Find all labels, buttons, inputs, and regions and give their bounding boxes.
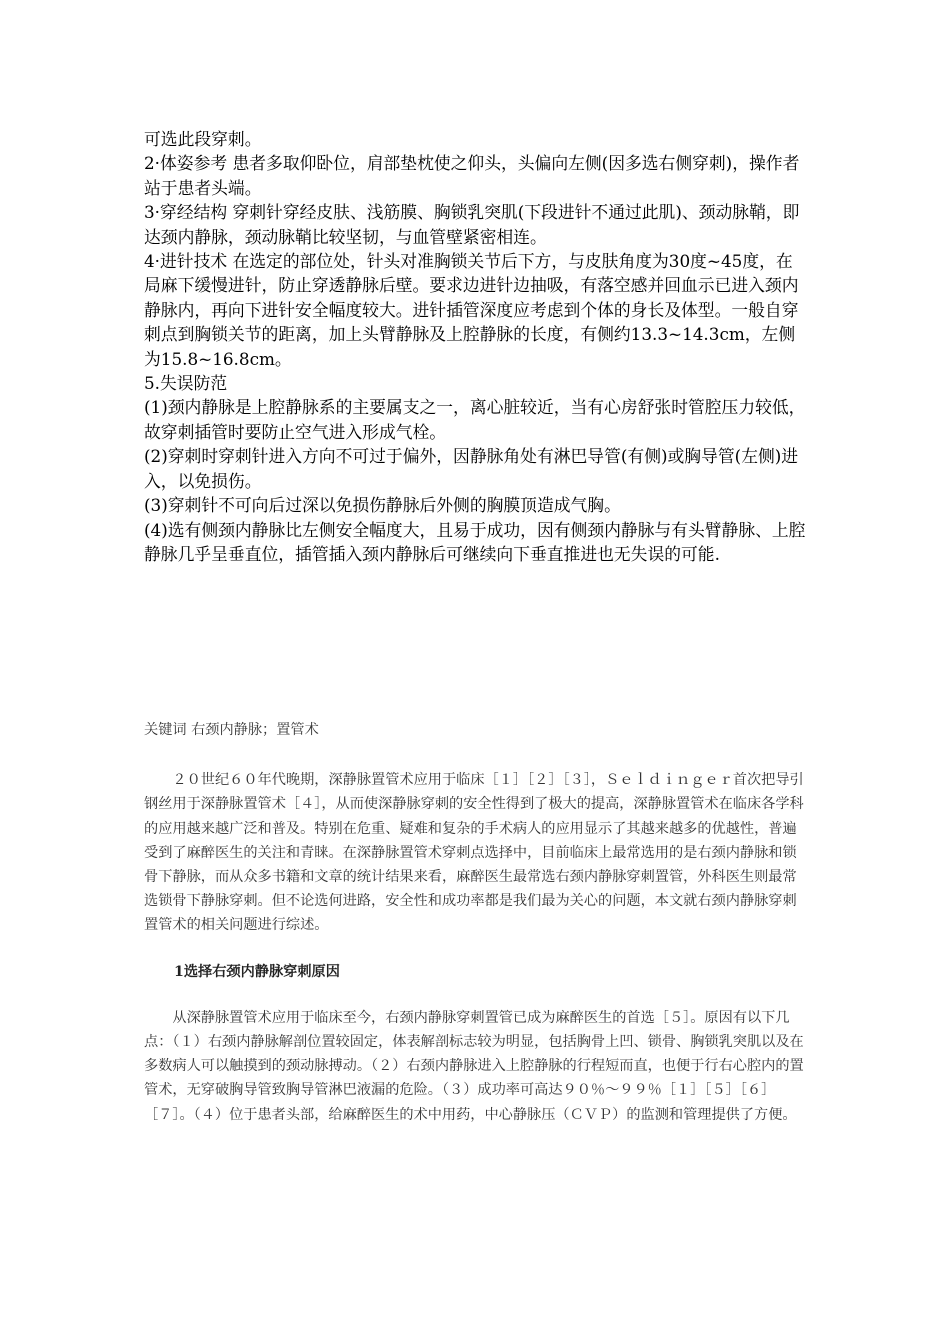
paragraph-error-4: (4)选有侧颈内静脉比左侧安全幅度大，且易于成功，因有侧颈内静脉与有头臂静脉、上腔静脉几乎呈垂直位，插管插入颈内静脉后可继续向下垂直推进也无失误的可能. [144,519,806,564]
paragraph-body-position: 2·体姿参考 患者多取仰卧位，肩部垫枕使之仰头，头偏向左侧(因多选右侧穿刺)，操作者站于患者头端。 [144,153,800,198]
paragraph-error-prevention-title: 5.失误防范 [144,373,228,394]
paragraph-needle-technique: 4·进针技术 在选定的部位处，针头对准胸锁关节后下方，与皮肤角度为30度~45度，在局麻下缓慢进针，防止穿透静脉后壁。要求边进针边抽吸，有落空感并回血示已进入颈内静脉内，再向下进针安全幅度较大。进针插管深度应考虑到个体的身长及体型。一般自穿刺点到胸锁关节的距离，加上头臂静脉及上腔静脉的长度，有侧约13.3~14.3cm，左侧为15.8~16.8cm。 [144,251,799,369]
paragraph-error-2: (2)穿刺时穿刺针进入方向不可过于偏外，因静脉角处有淋巴导管(有侧)或胸导管(左侧)进入，以免损伤。 [144,446,799,491]
procedure-section [144,127,808,566]
review-section [144,718,808,1127]
paragraph-continuation: 可选此段穿刺。 [144,129,262,149]
section-heading: 1选择右颈内静脉穿刺原因 [174,963,340,980]
keywords-line: 关键词 右颈内静脉；置管术 [144,722,319,738]
reasons-paragraph: 从深静脉置管术应用于临床至今，右颈内静脉穿刺置管已成为麻醉医生的首选［５］。原因有以下几点：（１）右颈内静脉解剖位置较固定，体表解剖标志较为明显，包括胸骨上凹、锁骨、胸锁乳突肌以及在多数病人可以触摸到的颈动脉搏动。（２）右颈内静脉进入上腔静脉的行程短而直，也便于行右心腔内的置管术，无穿破胸导管致胸导管淋巴液漏的危险。（３）成功率可高达９０％～９９％［１］［５］［６］［７］。（４）位于患者头部，给麻醉医生的术中用药，中心静脉压（ＣＶＰ）的监测和管理提供了方便。 [144,1009,804,1123]
paragraph-error-1: (1)颈内静脉是上腔静脉系的主要属支之一，离心脏较近，当有心房舒张时管腔压力较低，故穿刺插管时要防止空气进入形成气栓。 [144,397,806,442]
paragraph-error-3: (3)穿刺针不可向后过深以免损伤静脉后外侧的胸膜顶造成气胸。 [144,495,621,516]
paragraph-puncture-structure: 3·穿经结构 穿刺针穿经皮肤、浅筋膜、胸锁乳突肌(下段进针不通过此肌)、颈动脉鞘，即达颈内静脉，颈动脉鞘比较坚韧，与血管壁紧密相连。 [144,202,800,247]
intro-paragraph: ２０世纪６０年代晚期，深静脉置管术应用于临床［１］［２］［３］，Ｓｅｌｄｉｎｇｅｒ首次把导引钢丝用于深静脉置管术［４］，从而使深静脉穿刺的安全性得到了极大的提高，深静脉置管术在临床各学科的应用越来越广泛和普及。特别在危重、疑难和复杂的手术病人的应用显示了其越来越多的优越性，普遍受到了麻醉医生的关注和青睐。在深静脉置管术穿刺点选择中，目前临床上最常选用的是右颈内静脉和锁骨下静脉，而从众多书籍和文章的统计结果来看，麻醉医生最常选右颈内静脉穿刺置管，外科医生则最常选锁骨下静脉穿刺。但不论选何进路，安全性和成功率都是我们最为关心的问题，本文就右颈内静脉穿刺置管术的相关问题进行综述。 [144,772,804,934]
